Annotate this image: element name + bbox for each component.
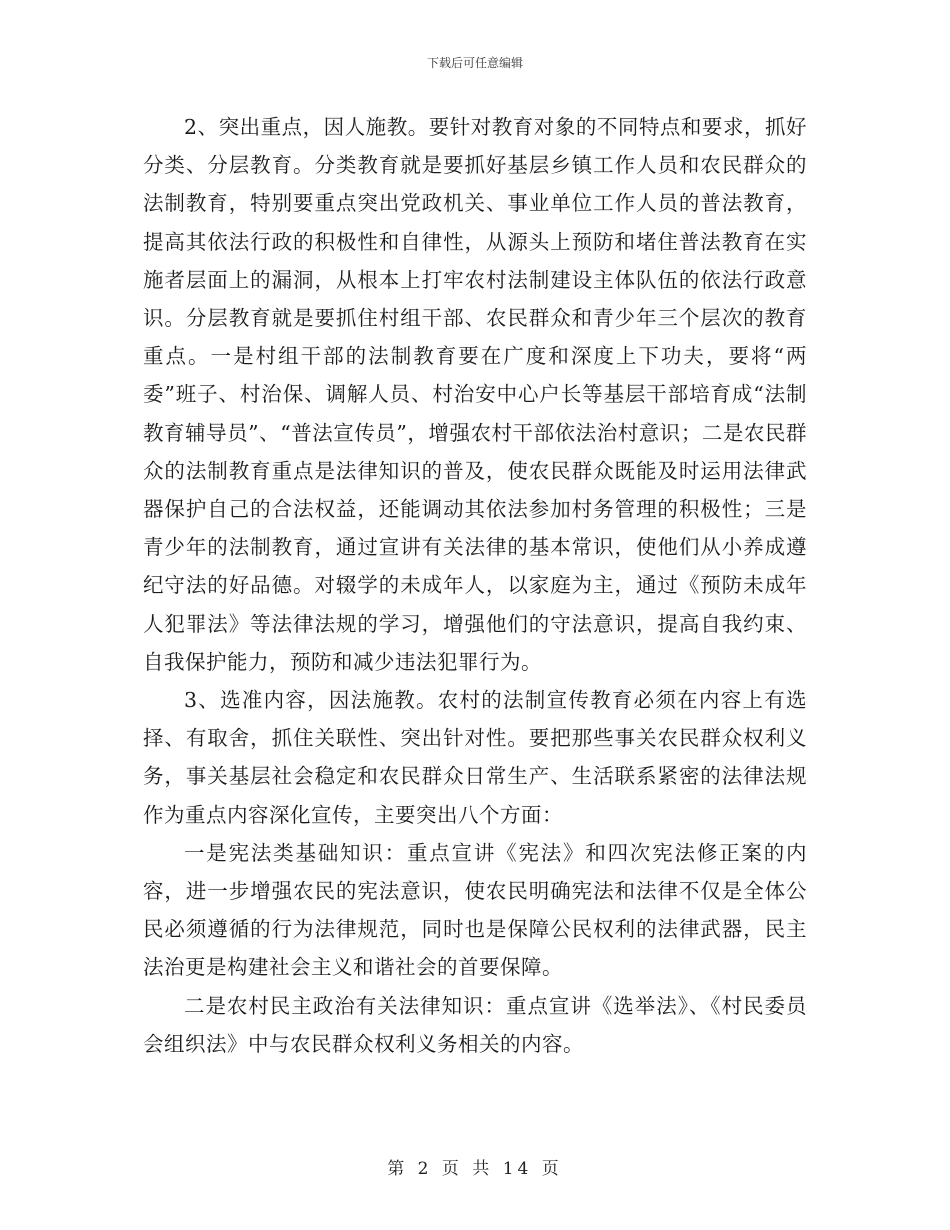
- page-header: 下载后可任意编辑: [426, 56, 523, 70]
- paragraph-targeted-education: 2、突出重点，因人施教。要针对教育对象的不同特点和要求，抓好分类、分层教育。分类教育就是要抓好基层乡镇工作人员和农民群众的法制教育，特别要重点突出党政机关、事业单位工作人员的普法教育，提高其依法行政的积极性和自律性，从源头上预防和堵住普法教育在实施者层面上的漏洞，从根本上打牢农村法制建设主体队伍的依法行政意识。分层教育就是要抓住村组干部、农民群众和青少年三个层次的教育重点。一是村组干部的法制教育要在广度和深度上下功夫，要将“两委”班子、村治保、调解人员、村治安中心户长等基层干部培育成“法制教育辅导员”、“普法宣传员”，增强农村干部依法治村意识；二是农民群众的法制教育重点是法律知识的普及，使农民群众既能及时运用法律武器保护自己的合法权益，还能调动其依法参加村务管理的积极性；三是青少年的法制教育，通过宣讲有关法律的基本常识，使他们从小养成遵纪守法的好品德。对辍学的未成年人，以家庭为主，通过《预防未成年人犯罪法》等法律法规的学习，增强他们的守法意识，提高自我约束、自我保护能力，预防和减少违法犯罪行为。: [143, 115, 807, 674]
- paragraph-constitution-knowledge: 一是宪法类基础知识：重点宣讲《宪法》和四次宪法修正案的内容，进一步增强农民的宪法意识，使农民明确宪法和法律不仅是全体公民必须遵循的行为法律规范，同时也是保障公民权利的法律武器，民主法治更是构建社会主义和谐社会的首要保障。: [143, 840, 807, 980]
- document-body: [143, 108, 807, 1063]
- page-number-footer: 第 2 页 共 14 页: [387, 1159, 563, 1179]
- paragraph-rural-democracy: 二是农村民主政治有关法律知识：重点宣讲《选举法》、《村民委员会组织法》中与农民群众权利义务相关的内容。: [143, 993, 807, 1056]
- paragraph-select-content: 3、选准内容，因法施教。农村的法制宣传教育必须在内容上有选择、有取舍，抓住关联性、突出针对性。要把那些事关农民群众权利义务，事关基层社会稳定和农民群众日常生产、生活联系紧密的法律法规作为重点内容深化宣传，主要突出八个方面：: [143, 688, 807, 827]
